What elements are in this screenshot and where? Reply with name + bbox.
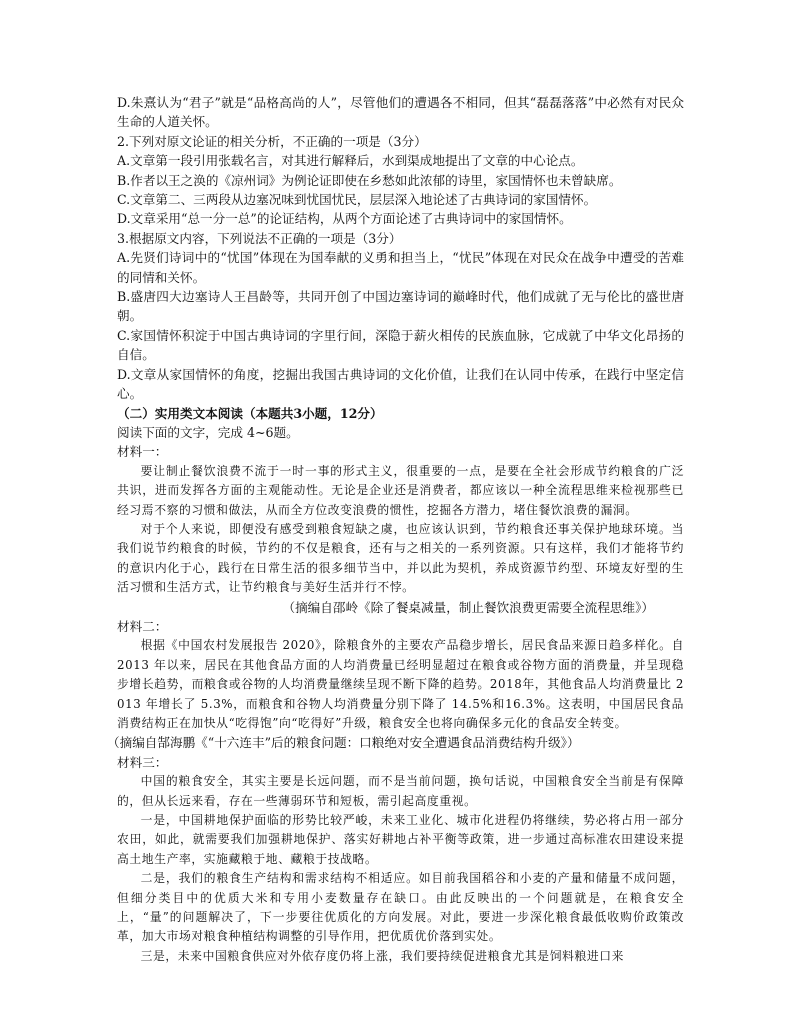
material3-paragraph: 三是，未来中国粮食供应对外依存度仍将上涨，我们要持续促进粮食尤其是饲料粮进口来 [140, 948, 625, 963]
material3-body [117, 772, 684, 966]
q2-stem: 2.下列对原文论证的相关分析，不正确的一项是（3分） [117, 133, 427, 149]
material1-label: 材料一： [117, 444, 168, 460]
q2-option-b: B.作者以王之涣的《凉州词》为例论证即使在乡愁如此浓郁的诗里，家国情怀也未曾缺席。 [117, 172, 622, 188]
material3-paragraph: 二是，我们的粮食生产结构和需求结构不相适应。如目前我国稻谷和小麦的产量和储量不成问题，但细分类目中的优质大米和专用小麦数量存在缺口。由此反映出的一个问题就是，在粮食安全上，“量”的问题解决了，下一步要往优质化的方向发展。对此，要进一步深化粮食最低收购价政策改革，加大市场对粮食种植结构调整的引导作用，把优质优价落到实处。 [117, 871, 684, 944]
q3-option-c: C.家国情怀积淀于中国古典诗词的字里行间，深隐于薪火相传的民族血脉，它成就了中华文化昂扬的自信。 [117, 327, 684, 363]
material1-body [117, 462, 684, 617]
q2-option-d: D.文章采用“总一分一总”的论证结构，从两个方面论述了古典诗词中的家国情怀。 [117, 211, 572, 227]
q3-option-d: D.文章从家国情怀的角度，挖掘出我国古典诗词的文化价值，让我们在认同中传承，在践行中坚定信心。 [117, 366, 684, 402]
section2-instruction: 阅读下面的文字，完成 4~6题。 [117, 424, 299, 440]
q3-option-b: B.盛唐四大边塞诗人王昌龄等，共同开创了中国边塞诗词的巅峰时代，他们成就了无与伦比的盛世唐朝。 [117, 289, 684, 324]
q3-option-a: A.先贤们诗词中的“忧国”体现在为国奉献的义勇和担当上，“忧民”体现在对民众在战争中遭受的苦难的同情和关怀。 [117, 250, 684, 285]
material2-source: （摘编自郜海鹏《“十六连丰”后的粮食问题：口粮绝对安全遭遇食品消费结构升级》） [107, 735, 580, 751]
material1-source: （摘编自邵岭《除了餐桌减量，制止餐饮浪费更需要全流程思维》） [282, 599, 654, 615]
section2-heading: （二）实用类文本阅读（本题共3小题，12分） [117, 405, 383, 421]
material3-label: 材料三： [117, 754, 168, 770]
material2-paragraph: 根据《中国农村发展报告 2020》，除粮食外的主要农产品稳步增长，居民食品来源日趋多样化。自 2013 年以来，居民在其他食品方面的人均消费量已经明显超过在粮食或谷物方面的消费量，并呈现稳步增长趋势，而粮食或谷物的人均消费量继续呈现不断下降的趋势。2018年，其他食品人均消费量比 2013 年增长了 5.3%，而粮食和谷物人均消费量分别下降了 14.5%和16.3%。这表明，中国居民食品消费结构正在加快从“吃得饱”向“吃得好”升级，粮食安全也将向确保多元化的食品安全转变。 [117, 638, 684, 730]
material3-paragraph: 中国的粮食安全，其实主要是长远问题，而不是当前问题，换句话说，中国粮食安全当前是有保障的，但从长远来看，存在一些薄弱环节和短板，需引起高度重视。 [117, 774, 684, 808]
q2-option-c: C.文章第二、三两段从边塞况味到忧国忧民，层层深入地论述了古典诗词的家国情怀。 [117, 192, 597, 208]
material3-paragraph: 一是，中国耕地保护面临的形势比较严峻，未来工业化、城市化进程仍将继续，势必将占用一部分农田，如此，就需要我们加强耕地保护、落实好耕地占补平衡等政策，进一步通过高标准农田建设来提高土地生产率，实施藏粮于地、藏粮于技战略。 [117, 813, 684, 866]
material2-label: 材料二： [117, 618, 168, 634]
q3-stem: 3.根据原文内容，下列说法不正确的一项是（3分） [117, 230, 402, 246]
q1-option-d: D.朱熹认为“君子”就是“品格高尚的人”，尽管他们的遭遇各不相同，但其“磊磊落落”中必然有对民众生命的人道关怀。 [117, 95, 684, 130]
q2-option-a: A.文章第一段引用张载名言，对其进行解释后，水到渠成地提出了文章的中心论点。 [117, 153, 584, 169]
material1-paragraph: 要让制止餐饮浪费不流于一时一事的形式主义，很重要的一点，是要在全社会形成节约粮食的广泛共识，进而发挥各方面的主观能动性。无论是企业还是消费者，都应该以一种全流程思维来检视那些已经习焉不察的习惯和做法，从而全方位改变浪费的惯性，挖掘各方潜力，堵住餐饮浪费的漏洞。 [117, 463, 684, 517]
material1-paragraph: 对于个人来说，即便没有感受到粮食短缺之虞，也应该认识到，节约粮食还事关保护地球环境。当我们说节约粮食的时候，节约的不仅是粮食，还有与之相关的一系列资源。只有这样，我们才能将节约的意识内化于心，践行在日常生活的很多细节当中，并以此为契机，养成资源节约型、环境友好型的生活习惯和生活方式，让节约粮食与美好生活并行不悖。 [117, 521, 684, 595]
material2-body [107, 636, 684, 752]
